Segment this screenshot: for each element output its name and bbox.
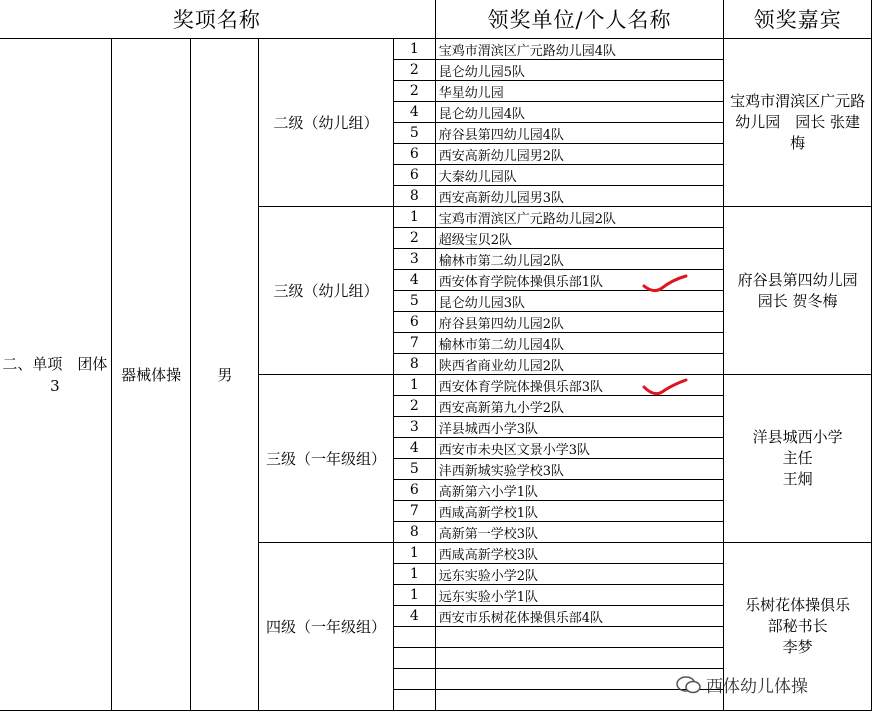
rank-cell: 1 bbox=[393, 375, 435, 396]
recipient-cell bbox=[435, 627, 724, 648]
rank-cell: 2 bbox=[393, 396, 435, 417]
rank-cell: 1 bbox=[393, 207, 435, 228]
rank-cell: 2 bbox=[393, 81, 435, 102]
red-checkmark-icon bbox=[640, 375, 690, 401]
group-label: 三级（幼儿组） bbox=[259, 207, 394, 375]
rank-cell: 6 bbox=[393, 165, 435, 186]
recipient-cell: 超级宝贝2队 bbox=[435, 228, 724, 249]
category-item: 二、单项 团体3 bbox=[0, 39, 111, 711]
rank-cell bbox=[393, 690, 435, 711]
watermark-text: 西体幼儿体操 bbox=[706, 677, 808, 697]
rank-cell: 1 bbox=[393, 543, 435, 564]
recipient-cell: 华星幼儿园 bbox=[435, 81, 724, 102]
rank-cell: 5 bbox=[393, 123, 435, 144]
presenter-line: 王炯 bbox=[782, 470, 813, 488]
recipient-cell: 西安高新第九小学2队 bbox=[435, 396, 724, 417]
presenter-line: 主任 bbox=[782, 449, 813, 467]
header-presenter: 领奖嘉宾 bbox=[724, 0, 872, 39]
rank-cell: 7 bbox=[393, 501, 435, 522]
recipient-cell: 西咸高新学校3队 bbox=[435, 543, 724, 564]
red-checkmark-icon bbox=[640, 272, 690, 298]
rank-cell bbox=[393, 648, 435, 669]
recipient-cell: 宝鸡市渭滨区广元路幼儿园2队 bbox=[435, 207, 724, 228]
presenter-cell: 府谷县第四幼儿园 园长 贺冬梅 bbox=[724, 207, 872, 375]
rank-cell bbox=[393, 669, 435, 690]
rank-cell: 1 bbox=[393, 39, 435, 60]
table-row bbox=[0, 39, 872, 60]
rank-cell: 6 bbox=[393, 480, 435, 501]
rank-cell: 3 bbox=[393, 417, 435, 438]
recipient-cell: 昆仑幼儿园5队 bbox=[435, 60, 724, 81]
rank-cell: 4 bbox=[393, 270, 435, 291]
presenter-line: 乐树花体操俱乐 bbox=[745, 596, 851, 614]
rank-cell: 8 bbox=[393, 354, 435, 375]
rank-cell: 6 bbox=[393, 144, 435, 165]
recipient-cell: 昆仑幼儿园3队 bbox=[435, 291, 724, 312]
recipient-cell: 远东实验小学2队 bbox=[435, 564, 724, 585]
rank-cell: 6 bbox=[393, 312, 435, 333]
rank-cell: 2 bbox=[393, 228, 435, 249]
recipient-cell: 榆林市第二幼儿园2队 bbox=[435, 249, 724, 270]
recipient-cell: 昆仑幼儿园4队 bbox=[435, 102, 724, 123]
recipient-cell: 西安体育学院体操俱乐部3队 bbox=[435, 375, 724, 396]
header-recipient: 领奖单位/个人名称 bbox=[435, 0, 724, 39]
recipient-cell: 远东实验小学1队 bbox=[435, 585, 724, 606]
presenter-cell: 宝鸡市渭滨区广元路幼儿园 园长 张建梅 bbox=[724, 39, 872, 207]
recipient-cell bbox=[435, 648, 724, 669]
recipient-cell: 西安高新幼儿园男2队 bbox=[435, 144, 724, 165]
rank-cell: 8 bbox=[393, 522, 435, 543]
category-gender: 男 bbox=[191, 39, 259, 711]
category-apparatus: 器械体操 bbox=[111, 39, 191, 711]
recipient-cell: 西安体育学院体操俱乐部1队 bbox=[435, 270, 724, 291]
recipient-cell: 西安市未央区文景小学3队 bbox=[435, 438, 724, 459]
watermark bbox=[676, 672, 808, 697]
recipient-cell: 府谷县第四幼儿园2队 bbox=[435, 312, 724, 333]
recipient-cell: 洋县城西小学3队 bbox=[435, 417, 724, 438]
header-row bbox=[0, 0, 872, 39]
recipient-cell: 榆林市第二幼儿园4队 bbox=[435, 333, 724, 354]
rank-cell: 2 bbox=[393, 60, 435, 81]
group-label: 二级（幼儿组） bbox=[259, 39, 394, 207]
recipient-cell: 陕西省商业幼儿园2队 bbox=[435, 354, 724, 375]
rank-cell: 7 bbox=[393, 333, 435, 354]
rank-cell: 4 bbox=[393, 606, 435, 627]
rank-cell bbox=[393, 627, 435, 648]
presenter-line: 李梦 bbox=[782, 638, 813, 656]
presenter-line: 洋县城西小学 bbox=[752, 428, 843, 446]
rank-cell: 4 bbox=[393, 102, 435, 123]
recipient-cell: 高新第六小学1队 bbox=[435, 480, 724, 501]
rank-cell: 5 bbox=[393, 459, 435, 480]
recipient-cell: 西咸高新学校1队 bbox=[435, 501, 724, 522]
wechat-icon bbox=[676, 675, 702, 695]
rank-cell: 4 bbox=[393, 438, 435, 459]
header-award-name: 奖项名称 bbox=[0, 0, 435, 39]
recipient-cell: 沣西新城实验学校3队 bbox=[435, 459, 724, 480]
group-label: 四级（一年级组） bbox=[259, 543, 394, 711]
rank-cell: 1 bbox=[393, 585, 435, 606]
presenter-cell bbox=[724, 375, 872, 543]
recipient-cell: 大秦幼儿园队 bbox=[435, 165, 724, 186]
rank-cell: 3 bbox=[393, 249, 435, 270]
group-label: 三级（一年级组） bbox=[259, 375, 394, 543]
recipient-cell: 府谷县第四幼儿园4队 bbox=[435, 123, 724, 144]
presenter-line: 部秘书长 bbox=[767, 617, 828, 635]
recipient-cell: 高新第一学校3队 bbox=[435, 522, 724, 543]
recipient-cell: 宝鸡市渭滨区广元路幼儿园4队 bbox=[435, 39, 724, 60]
recipient-cell: 西安高新幼儿园男3队 bbox=[435, 186, 724, 207]
recipient-cell: 西安市乐树花体操俱乐部4队 bbox=[435, 606, 724, 627]
rank-cell: 5 bbox=[393, 291, 435, 312]
rank-cell: 1 bbox=[393, 564, 435, 585]
rank-cell: 8 bbox=[393, 186, 435, 207]
